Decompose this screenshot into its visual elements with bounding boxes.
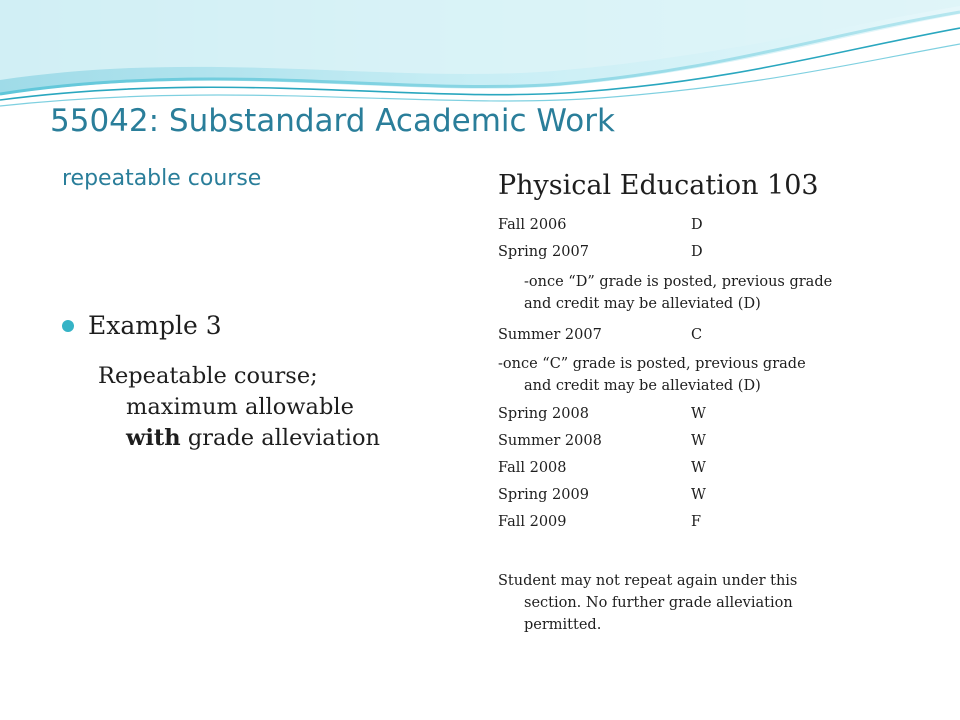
grade-record xyxy=(498,514,701,530)
note-line: -once “C” grade is posted, previous grade xyxy=(498,356,806,372)
record-grade: D xyxy=(691,217,703,233)
grade-record xyxy=(498,487,706,503)
note-c-grade xyxy=(498,353,806,397)
record-term: Spring 2009 xyxy=(498,487,589,503)
note-line: section. No further grade alleviation xyxy=(524,595,793,611)
record-term: Summer 2007 xyxy=(498,327,602,343)
desc-line xyxy=(98,423,458,454)
course-title: Physical Education 103 xyxy=(498,170,819,201)
record-grade: W xyxy=(691,460,706,476)
desc-line: Repeatable course; xyxy=(98,363,318,389)
record-term: Spring 2007 xyxy=(498,244,589,260)
example-description xyxy=(98,361,458,454)
desc-bold-word: with xyxy=(126,425,181,451)
grade-record xyxy=(498,327,702,343)
record-grade: W xyxy=(691,433,706,449)
grade-record xyxy=(498,217,703,233)
bullet-item xyxy=(62,311,222,340)
desc-line: maximum allowable xyxy=(126,394,354,420)
grade-record xyxy=(498,433,706,449)
slide-subtitle: repeatable course xyxy=(62,166,262,191)
record-grade: F xyxy=(691,514,702,530)
header-wave-decoration xyxy=(0,0,960,115)
final-note xyxy=(498,570,797,636)
note-line: and credit may be alleviated (D) xyxy=(524,378,761,394)
record-grade: C xyxy=(691,327,703,343)
grade-record xyxy=(498,244,703,260)
bullet-label: Example 3 xyxy=(88,311,222,340)
note-line: -once “D” grade is posted, previous grade xyxy=(524,274,833,290)
desc-rest: grade alleviation xyxy=(180,425,380,451)
note-line: and credit may be alleviated (D) xyxy=(524,296,761,312)
record-term: Fall 2006 xyxy=(498,217,567,233)
note-d-grade xyxy=(498,271,832,315)
record-grade: W xyxy=(691,487,706,503)
note-line: Student may not repeat again under this xyxy=(498,573,798,589)
record-term: Spring 2008 xyxy=(498,406,589,422)
record-term: Fall 2008 xyxy=(498,460,567,476)
record-grade: W xyxy=(691,406,706,422)
record-term: Fall 2009 xyxy=(498,514,567,530)
record-grade: D xyxy=(691,244,703,260)
bullet-dot-icon xyxy=(62,320,74,332)
slide-title: 55042: Substandard Academic Work xyxy=(50,103,615,139)
grade-record xyxy=(498,460,706,476)
record-term: Summer 2008 xyxy=(498,433,602,449)
grade-record xyxy=(498,406,706,422)
note-line: permitted. xyxy=(524,617,602,633)
